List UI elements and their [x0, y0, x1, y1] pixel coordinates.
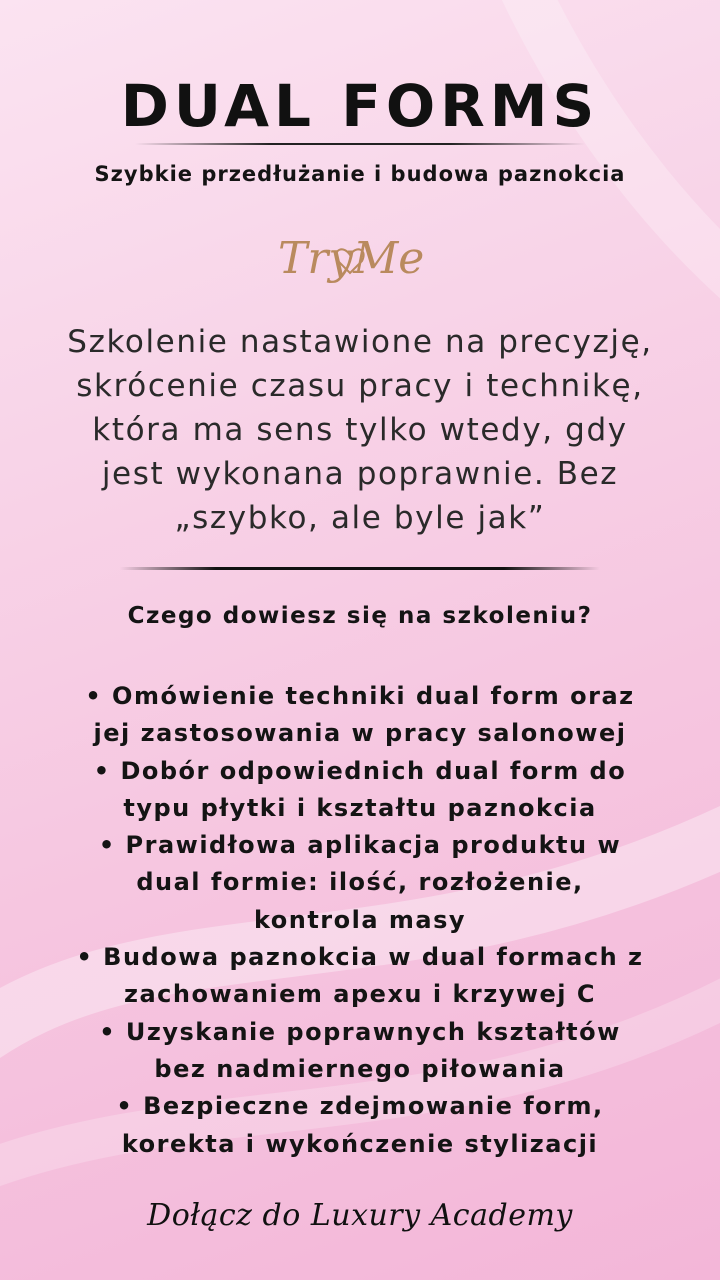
list-item [10, 678, 710, 753]
list-item-line: dual formie: ilość, rozłożenie, [136, 868, 584, 897]
footer-signature: Dołącz do Luxury Academy [147, 1198, 573, 1233]
intro-line: „szybko, ale byle jak” [174, 500, 546, 536]
list-item [10, 827, 710, 939]
section-heading: Czego dowiesz się na szkoleniu? [127, 603, 593, 629]
list-item-line: kontrola masy [253, 905, 467, 934]
list-item-line: zachowaniem apexu i krzywej C [124, 980, 596, 1009]
list-item [10, 939, 710, 1014]
list-item-line: bez nadmiernego piłowania [154, 1054, 566, 1083]
list-item-line: • Budowa paznokcia w dual formach z [76, 943, 644, 972]
logo-text: TryMe [278, 233, 425, 284]
page-subtitle: Szybkie przedłużanie i budowa paznokcia [94, 162, 626, 186]
intro-text [20, 320, 700, 540]
list-item-line: • Uzyskanie poprawnych kształtów [99, 1017, 621, 1046]
list-item [10, 753, 710, 828]
list-item-line: • Dobór odpowiednich dual form do [93, 756, 627, 785]
list-item-line: typu płytki i kształtu paznokcia [123, 793, 597, 822]
list-item-line: jej zastosowania w pracy salonowej [93, 719, 627, 748]
list-item-line: • Omówienie techniki dual form oraz [85, 682, 635, 710]
list-item [10, 1088, 710, 1163]
list-item-line: • Bezpieczne zdejmowanie form, [116, 1092, 604, 1121]
intro-line: jest wykonana poprawnie. Bez [101, 456, 619, 492]
list-item [10, 1014, 710, 1089]
intro-line: Szkolenie nastawione na precyzję, [67, 324, 653, 360]
list-item-line: korekta i wykończenie stylizacji [121, 1129, 599, 1158]
tryme-logo [270, 215, 450, 315]
page-title: DUAL FORMS [120, 72, 600, 140]
course-topics-list [10, 678, 710, 1163]
intro-line: która ma sens tylko wtedy, gdy [92, 412, 628, 448]
title-divider [135, 143, 585, 145]
intro-line: skrócenie czasu pracy i technikę, [76, 368, 644, 404]
list-item-line: • Prawidłowa aplikacja produktu w [98, 831, 622, 860]
section-divider [120, 567, 600, 570]
